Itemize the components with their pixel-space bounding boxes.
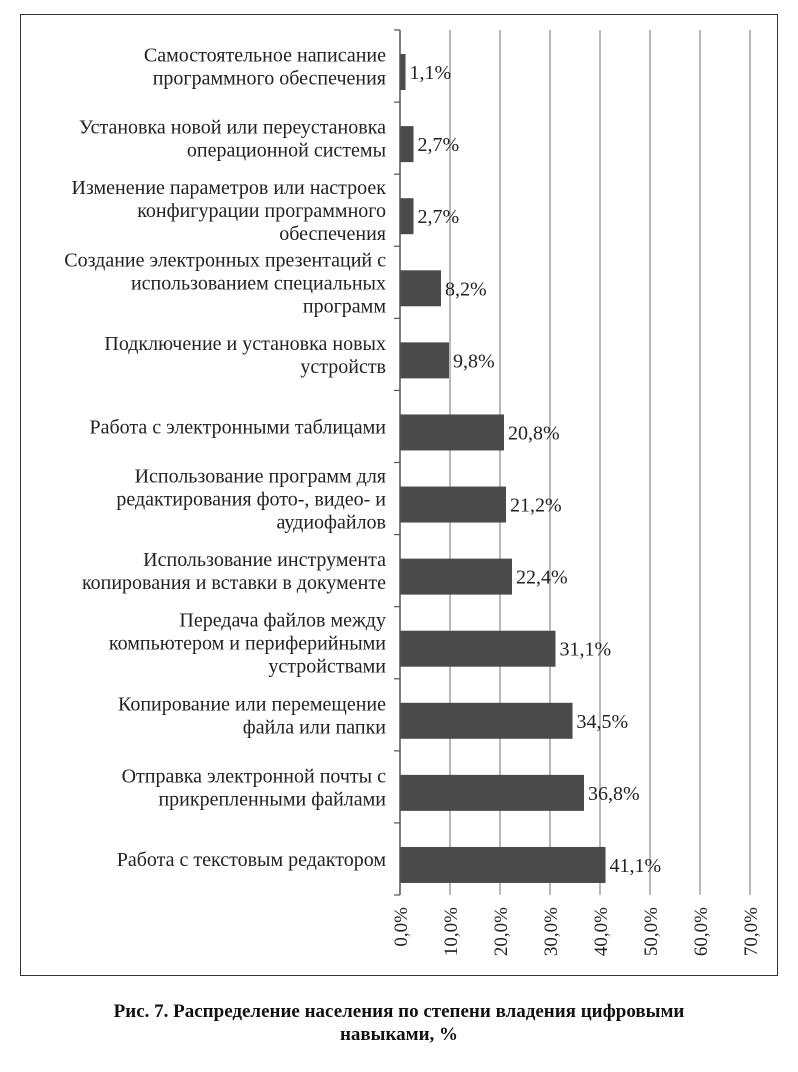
category-label-8-0: Передача файлов между [179,609,386,632]
category-label-0-0: Самостоятельное написание [143,44,386,67]
value-label-7: 22,4% [516,566,568,589]
value-label-11: 41,1% [609,854,662,877]
value-label-2: 2,7% [417,206,460,229]
category-label-7-0: Использование инструмента [143,549,386,572]
x-tick-label-40: 40,0% [591,907,612,957]
value-label-1: 2,7% [417,134,460,157]
bar-11 [400,847,606,883]
x-tick-label-60: 60,0% [691,907,712,957]
value-label-6: 21,2% [510,494,562,517]
category-label-2-2: обеспечения [279,223,386,246]
category-label-3-0: Создание электронных презентаций с [64,249,386,272]
category-label-3-2: программ [302,295,386,318]
category-label-10-1: прикрепленными файлами [158,788,386,811]
grid-layer [450,30,750,895]
category-label-9-1: файла или папки [242,716,386,739]
category-label-6-0: Использование программ для [134,465,386,488]
category-label-3-1: использованием специальных [130,272,386,295]
value-label-4: 9,8% [453,350,495,373]
category-label-1-0: Установка новой или переустановка [78,116,386,139]
category-label-2-1: конфигурации программного [137,200,386,223]
x-tick-label-30: 30,0% [541,907,562,957]
figure-caption [0,1000,798,1046]
x-tick-label-20: 20,0% [491,907,512,957]
category-label-7-1: копирования и вставки в документе [81,572,386,595]
x-tick-label-50: 50,0% [641,907,662,957]
caption-line-2: навыками, % [339,1024,459,1045]
category-label-10-0: Отправка электронной почты с [121,765,386,788]
category-label-0-1: программного обеспечения [152,67,386,90]
category-label-2-0: Изменение параметров или настроек [71,177,386,200]
category-label-4-1: устройств [300,355,386,378]
axis-layer [394,30,400,895]
bar-0 [400,54,406,90]
value-label-5: 20,8% [508,422,560,445]
bar-5 [400,414,504,450]
bar-10 [400,775,584,811]
bar-2 [400,198,414,234]
bar-layer [400,54,606,883]
category-label-8-2: устройствами [268,655,386,678]
value-label-9: 34,5% [576,710,629,733]
bar-1 [400,126,414,162]
value-label-3: 8,2% [445,278,487,301]
category-label-11-0: Работа с текстовым редактором [116,848,386,871]
bar-4 [400,342,449,378]
category-label-5-0: Работа с электронными таблицами [89,416,386,439]
bar-7 [400,559,512,595]
category-label-1-1: операционной системы [186,139,386,162]
bar-8 [400,631,556,667]
category-label-8-1: компьютером и периферийными [108,632,386,655]
value-label-0: 1,1% [409,62,452,85]
category-label-4-0: Подключение и установка новых [104,332,386,355]
category-label-9-0: Копирование или перемещение [117,693,386,716]
category-label-6-2: аудиофайлов [276,511,386,534]
x-tick-label-10: 10,0% [441,907,462,957]
x-tick-label-70: 70,0% [741,907,762,957]
x-tick-label-0: 0,0% [391,907,412,947]
bar-6 [400,487,506,523]
caption-line-1: Рис. 7. Распределение населения по степени владения цифровыми [113,1001,685,1022]
bar-9 [400,703,573,739]
value-label-10: 36,8% [588,782,640,805]
bar-3 [400,270,441,306]
value-label-8: 31,1% [559,638,612,661]
category-label-6-1: редактирования фото-, видео- и [116,488,386,511]
